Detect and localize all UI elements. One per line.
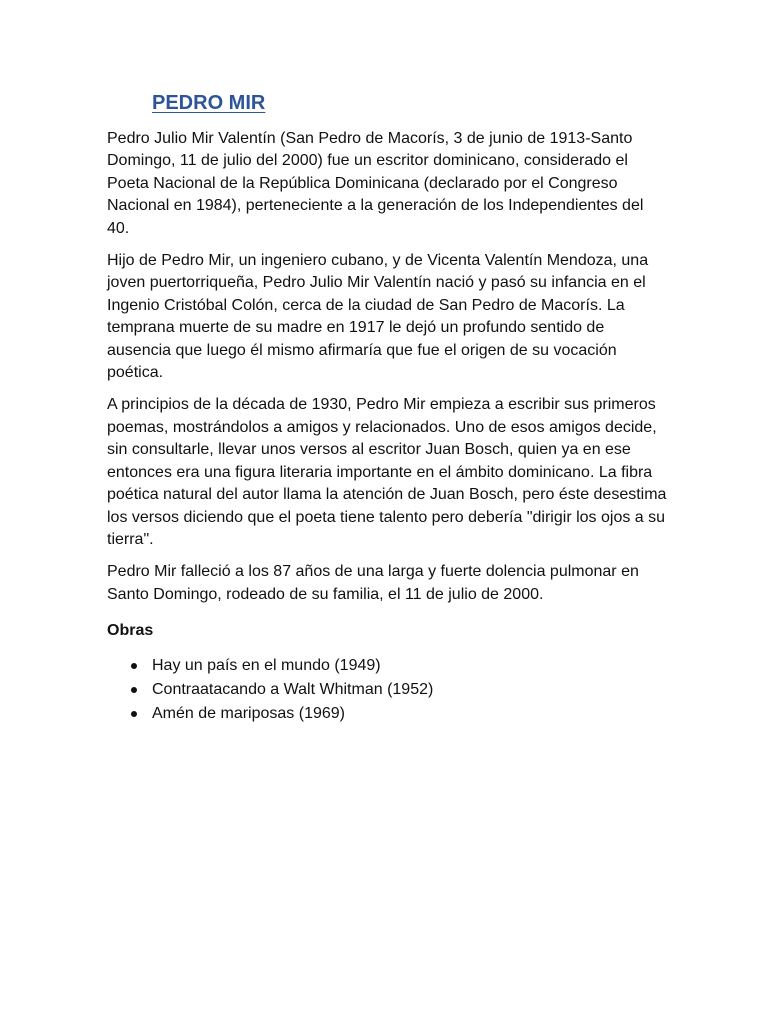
list-item bbox=[107, 678, 667, 702]
work-title: Hay un país en el mundo (1949) bbox=[152, 657, 381, 675]
works-heading: Obras bbox=[107, 622, 154, 640]
bullet-icon bbox=[131, 711, 137, 717]
work-title: Amén de mariposas (1969) bbox=[152, 705, 345, 723]
paragraph-death: Pedro Mir falleció a los 87 años de una larga y fuerte dolencia pulmonar en Santo Domingo, rodeado de su familia, el 11 de julio de 2000. bbox=[107, 563, 639, 603]
list-item bbox=[107, 654, 667, 678]
bullet-icon bbox=[131, 663, 137, 669]
work-title: Contraatacando a Walt Whitman (1952) bbox=[152, 681, 434, 699]
paragraph-early-poems: A principios de la década de 1930, Pedro Mir empieza a escribir sus primeros poemas, mostrándolos a amigos y relacionados. Uno de esos amigos decide, sin consultarle, llevar unos versos al escritor Juan Bosch, quien ya en ese entonces era una figura literaria importante en el ámbito dominicano. La fibra poética natural del autor llama la atención de Juan Bosch, pero éste desestima los versos diciendo que el poeta tiene talento pero debería "dirigir los ojos a su tierra". bbox=[107, 396, 667, 548]
document-body bbox=[107, 128, 667, 726]
paragraph-biography-intro: Pedro Julio Mir Valentín (San Pedro de Macorís, 3 de junio de 1913-Santo Domingo, 11 de julio del 2000) fue un escritor dominicano, considerado el Poeta Nacional de la República Dominicana (declarado por el Congreso Nacional en 1984), perteneciente a la generación de los Independientes del 40. bbox=[107, 130, 644, 237]
document-title: PEDRO MIR bbox=[152, 92, 266, 114]
works-list bbox=[107, 654, 667, 726]
bullet-icon bbox=[131, 687, 137, 693]
paragraph-family-childhood: Hijo de Pedro Mir, un ingeniero cubano, y de Vicenta Valentín Mendoza, una joven puertorriqueña, Pedro Julio Mir Valentín nació y pasó su infancia en el Ingenio Cristóbal Colón, cerca de la ciudad de San Pedro de Macorís. La temprana muerte de su madre en 1917 le dejó un profundo sentido de ausencia que luego él mismo afirmaría que fue el origen de su vocación poética. bbox=[107, 252, 649, 382]
list-item bbox=[107, 702, 667, 726]
